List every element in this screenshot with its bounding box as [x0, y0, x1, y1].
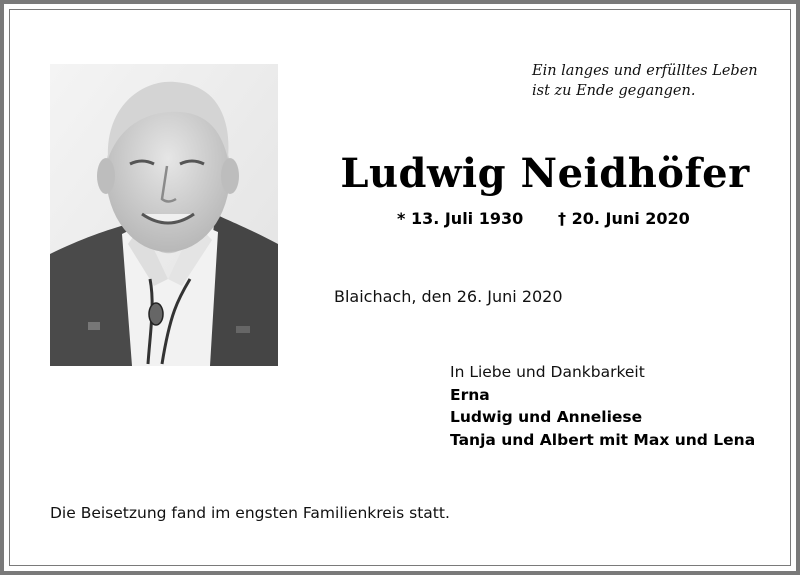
motto-line-2: ist zu Ende gegangen. — [532, 83, 696, 99]
place-and-date: Blaichach, den 26. Juni 2020 — [334, 287, 563, 306]
death-date: † 20. Juni 2020 — [558, 209, 690, 228]
signoff-intro: In Liebe und Dankbarkeit — [450, 363, 645, 381]
portrait-photo — [50, 64, 278, 366]
mourner-name: Erna — [450, 385, 490, 404]
deceased-name: Ludwig Neidhöfer — [340, 150, 750, 197]
funeral-note: Die Beisetzung fand im engsten Familienkreis statt. — [50, 504, 450, 522]
mourners-signoff — [450, 361, 755, 451]
motto-line-1: Ein langes und erfülltes Leben — [532, 63, 758, 79]
mourner-name: Tanja und Albert mit Max und Lena — [450, 430, 756, 449]
motto — [532, 61, 782, 101]
mourner-name: Ludwig und Anneliese — [450, 408, 643, 426]
birth-date: * 13. Juli 1930 — [397, 209, 524, 228]
